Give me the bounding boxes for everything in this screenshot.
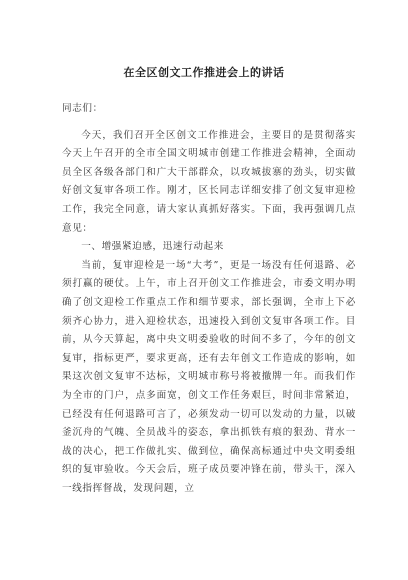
document-title: 在全区创文工作推进会上的讲话 <box>123 66 285 79</box>
paragraph-section-one: 当前，复审迎检是一场“大考”，更是一场没有任何退路、必须打赢的硬仗。上午，市上召开创文工作推进会，市委文明办明确了创文迎检工作重点工作和细节要求，部长强调，全市上下必须齐心协力，进入迎检状态，迅速投入到创文复审各项工作。目前，从今天算起，离中央文明委验收的时间不多了，今年的创文复审，指标更严，要求更高，还有去年创文工作造成的影响，如果这次创文复审不达标，文明城市称号将被撤牌一年。而我们作为全市的门户，点多面宽，创文工作任务艰巨，时间非常紧迫，已经没有任何退路可言了，必须发动一切可以发动的力量，以破釜沉舟的气魄、全员战斗的姿态，拿出抓铁有痕的狠劲、背水一战的决心，把工作做扎实、做到位，确保高标通过中央文明委组织的复审验收。今天会后，班子成员要冲锋在前，带头干，深入一线指挥督战，发现问题，立 <box>62 259 356 494</box>
paragraph-intro: 今天，我们召开全区创文工作推进会，主要目的是贯彻落实今天上午召开的全市全国文明城市创建工作推进会精神，全面动员全区各级各部门和广大干部群众，以攻城拔寨的劲头，切实做好创文复审各项工作。刚才，区长同志详细安排了创文复审迎检工作，我完全同意，请大家认真抓好落实。下面，我再强调几点意见： <box>62 129 356 234</box>
document-body <box>62 100 356 498</box>
section-heading: 一、增强紧迫感，迅速行动起来 <box>81 241 224 253</box>
salutation: 同志们： <box>62 103 103 114</box>
